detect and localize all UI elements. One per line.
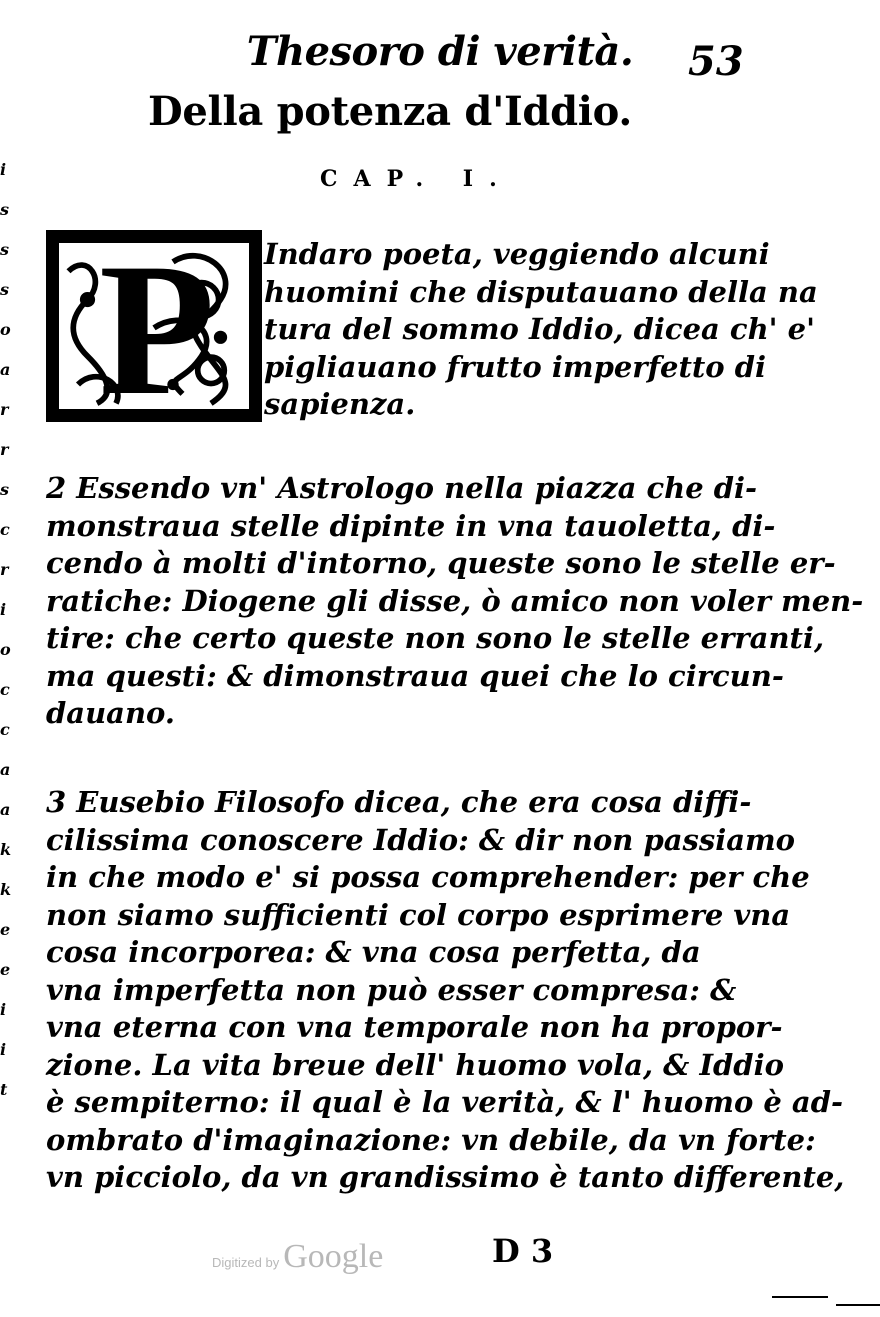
digitized-prefix: Digitized by xyxy=(212,1255,280,1270)
running-title: Thesoro di verità. xyxy=(246,28,634,75)
text-line: vna eterna con vna temporale non ha propor- xyxy=(46,1010,783,1044)
chapter-title: Della potenza d'Iddio. xyxy=(148,88,632,135)
google-logo: Google xyxy=(283,1238,384,1275)
paragraph-3 xyxy=(46,784,845,1197)
signature-mark: D 3 xyxy=(492,1232,554,1270)
gutter-mark: c xyxy=(0,520,10,539)
gutter-mark: e xyxy=(0,920,11,939)
text-line: zione. La vita breue dell' huomo vola, & Iddio xyxy=(46,1047,784,1082)
gutter-mark: a xyxy=(0,760,11,779)
page-number: 53 xyxy=(688,38,744,85)
text-line: dauano. xyxy=(46,696,175,730)
text-line: 3 Eusebio Filosofo dicea, che era cosa diffi- xyxy=(46,785,752,819)
text-line: tire: che certo queste non sono le stelle erranti, xyxy=(46,621,825,655)
edge-rule xyxy=(836,1304,880,1306)
text-line: in che modo e' si possa comprehender: per che xyxy=(46,860,810,894)
text-line: è sempiterno: il qual è la verità, & l' huomo è ad- xyxy=(46,1085,844,1119)
text-line: ombrato d'imaginazione: vn debile, da vn forte: xyxy=(46,1122,816,1157)
text-line: non siamo sufficienti col corpo esprimere vna xyxy=(46,897,791,932)
gutter-mark: i xyxy=(0,1000,7,1019)
paragraph-2 xyxy=(46,470,864,733)
text-line: pigliauano frutto imperfetto di xyxy=(264,349,767,384)
gutter-mark: a xyxy=(0,360,11,379)
gutter-mark: r xyxy=(0,560,9,579)
text-line: huomini che disputauano della na xyxy=(264,274,818,309)
text-line: vna imperfetta non può esser compresa: & xyxy=(46,972,737,1007)
chapter-label: CAP. I. xyxy=(320,166,513,192)
gutter-mark: c xyxy=(0,720,10,739)
text-line: sapienza. xyxy=(264,387,416,421)
gutter-mark: a xyxy=(0,800,11,819)
gutter-mark: i xyxy=(0,1040,7,1059)
text-line: vn picciolo, da vn grandissimo è tanto differente, xyxy=(46,1160,845,1194)
gutter-mark: c xyxy=(0,680,10,699)
gutter-mark: s xyxy=(0,200,10,219)
edge-rule xyxy=(772,1296,828,1298)
text-line: monstraua stelle dipinte in vna tauoletta, di- xyxy=(46,508,776,543)
left-gutter-bleed xyxy=(0,160,14,1120)
initial-frame xyxy=(56,225,252,435)
gutter-mark: r xyxy=(0,400,9,419)
decorated-initial-icon xyxy=(46,225,262,435)
gutter-mark: e xyxy=(0,960,11,979)
gutter-mark: o xyxy=(0,640,11,659)
text-line: ma questi: & dimonstraua quei che lo circun- xyxy=(46,658,784,693)
gutter-mark: s xyxy=(0,480,10,499)
gutter-mark: s xyxy=(0,240,10,259)
text-line: tura del sommo Iddio, dicea ch' e' xyxy=(264,312,815,346)
gutter-mark: k xyxy=(0,880,12,899)
gutter-mark: s xyxy=(0,280,10,299)
initial-letter: P xyxy=(99,225,216,435)
paragraph-1 xyxy=(264,236,818,424)
text-line: cendo à molti d'intorno, queste sono le stelle er- xyxy=(46,546,836,580)
gutter-mark: k xyxy=(0,840,12,859)
gutter-mark: o xyxy=(0,320,11,339)
digitized-watermark xyxy=(212,1238,383,1276)
gutter-mark: i xyxy=(0,160,7,179)
text-line: cosa incorporea: & vna cosa perfetta, da xyxy=(46,935,701,969)
gutter-mark: r xyxy=(0,440,9,459)
gutter-mark: t xyxy=(0,1080,8,1099)
text-line: cilissima conoscere Iddio: & dir non passiamo xyxy=(46,822,796,857)
gutter-mark: i xyxy=(0,600,7,619)
text-line: Indaro poeta, veggiendo alcuni xyxy=(264,237,770,271)
text-line: ratiche: Diogene gli disse, ò amico non voler men- xyxy=(46,583,864,618)
text-line: 2 Essendo vn' Astrologo nella piazza che di- xyxy=(46,471,758,505)
